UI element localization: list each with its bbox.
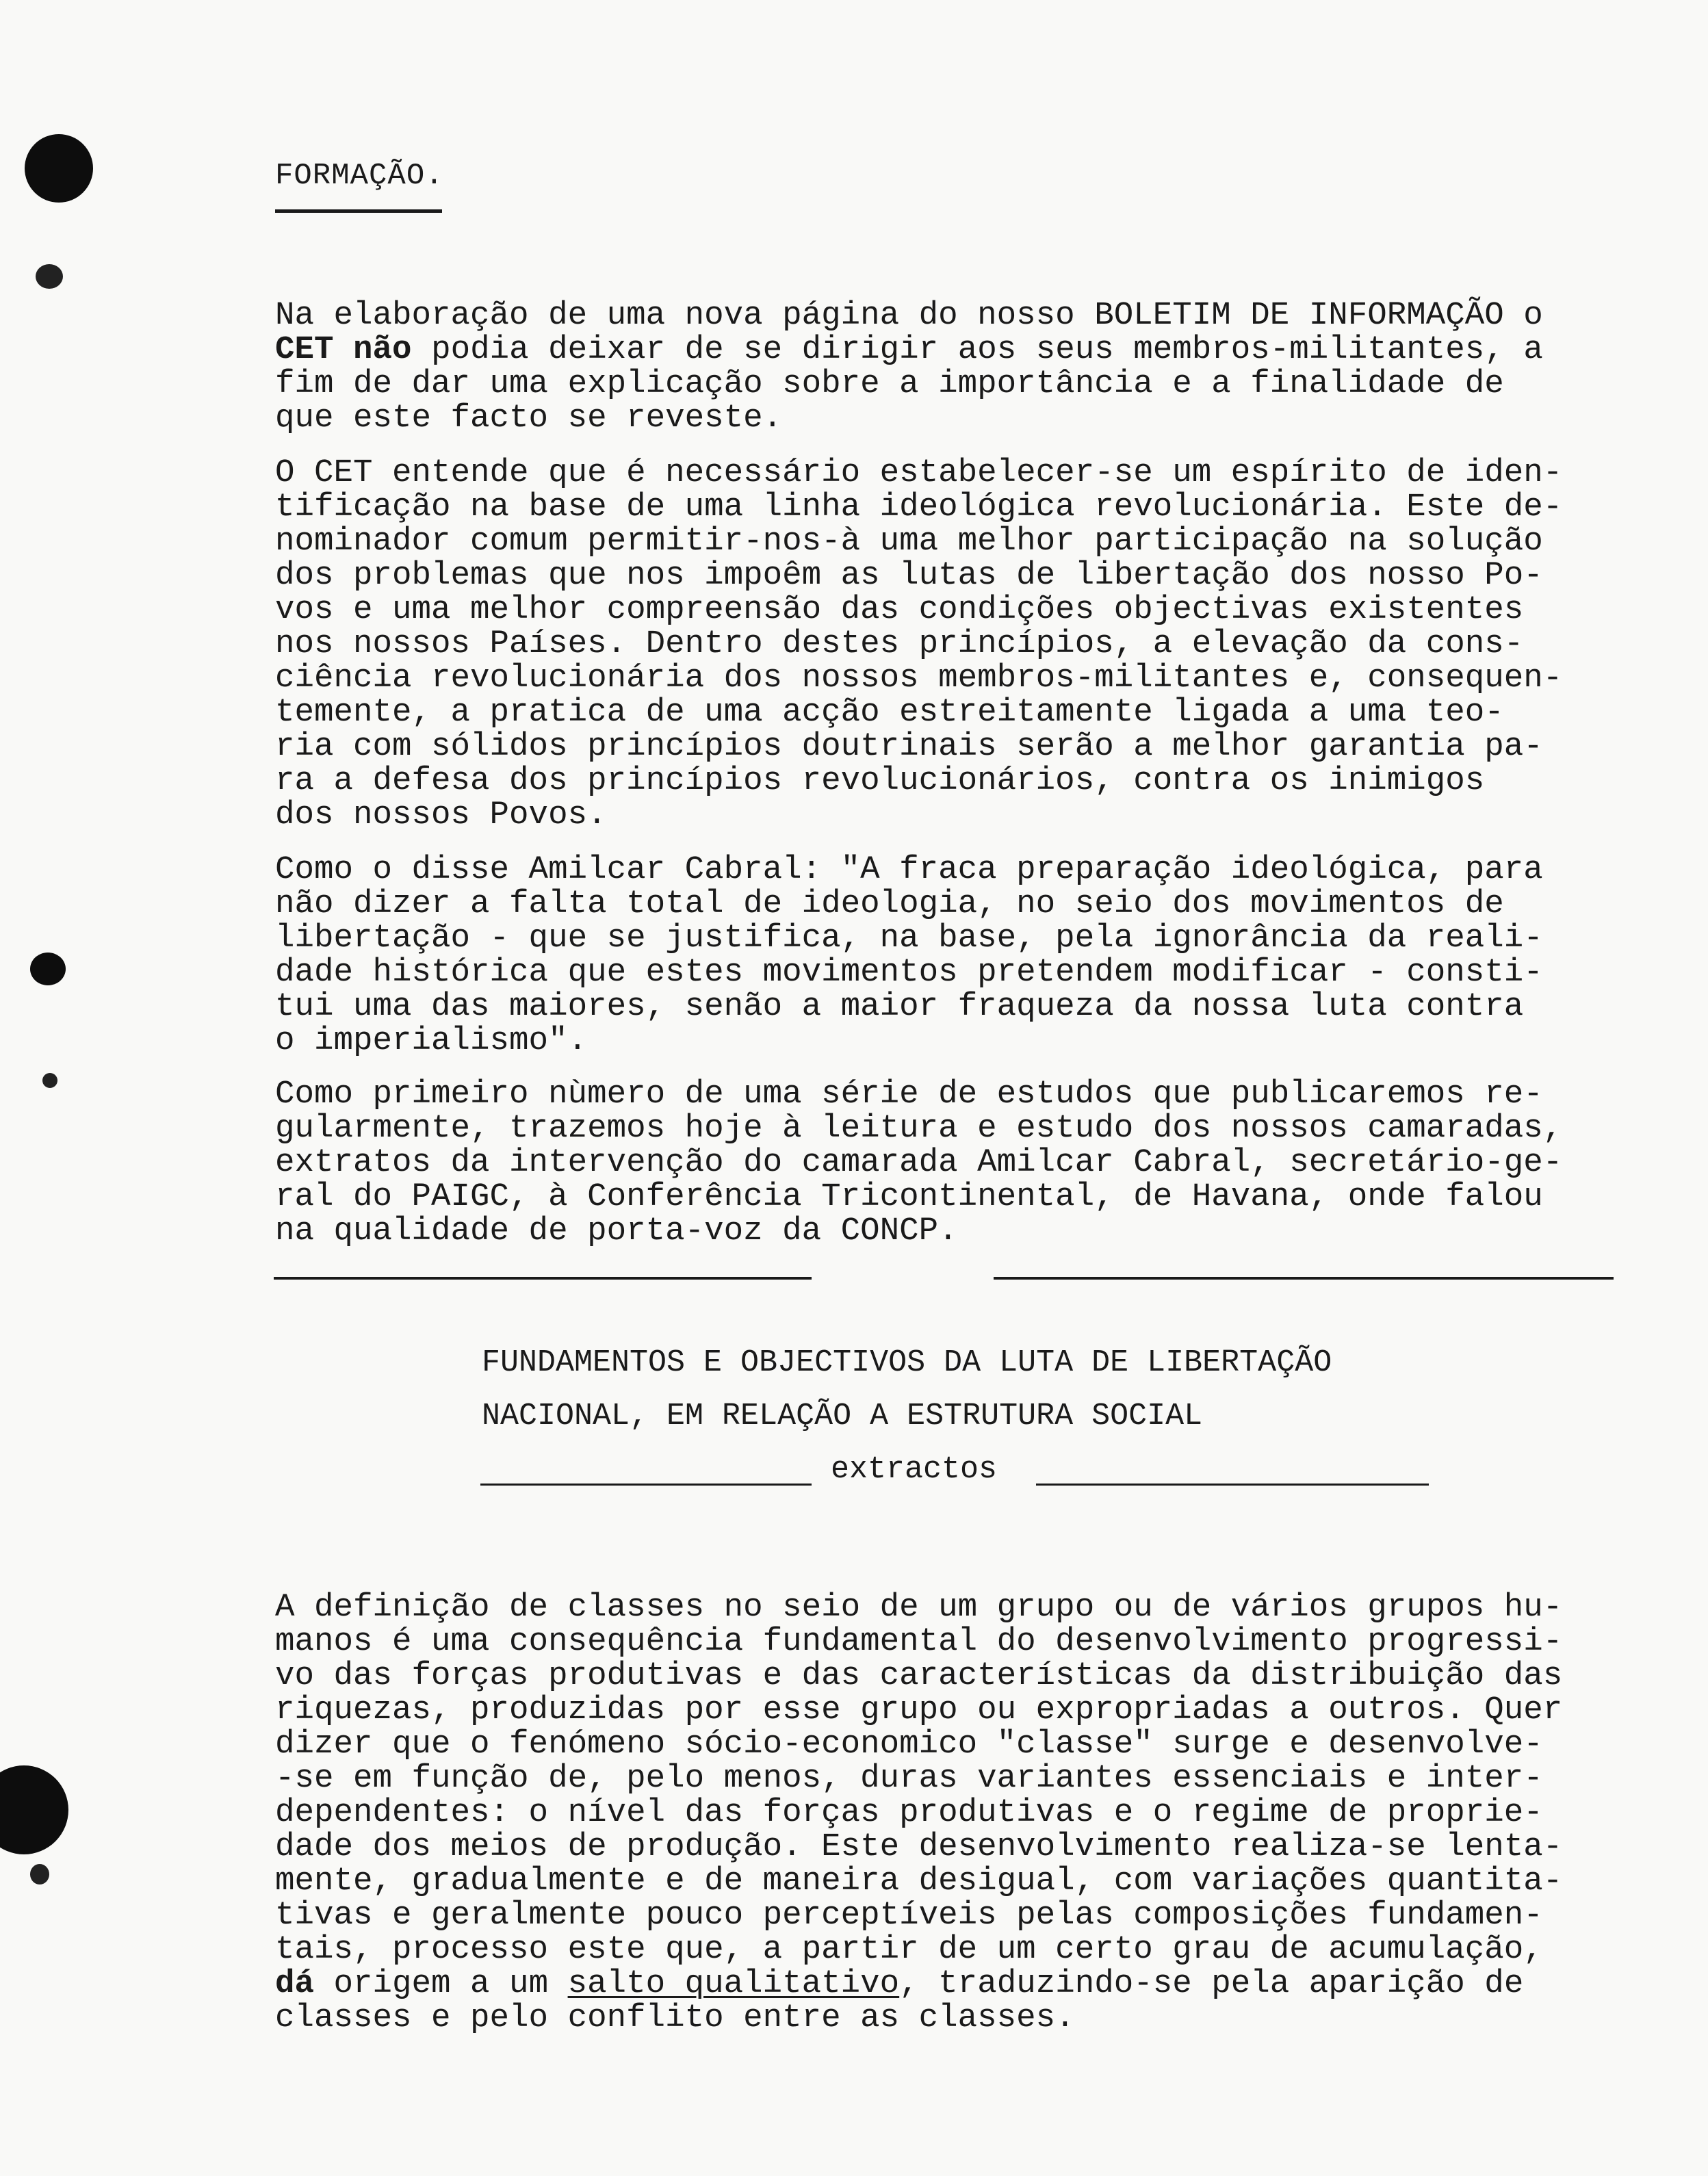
extractos-rule-right [1036,1484,1429,1486]
punch-hole [30,1864,49,1884]
article-title-line-2: NACIONAL, EM RELAÇÃO A ESTRUTURA SOCIAL [482,1399,1203,1434]
heading-underline [275,209,442,213]
intro-line: dade histórica que estes movimentos pretendem modificar - consti- [275,954,1543,991]
body-line: A definição de classes no seio de um grupo ou de vários grupos hu- [275,1589,1563,1626]
intro-line: Como o disse Amilcar Cabral: "A fraca preparação ideológica, para [275,851,1543,888]
intro-paragraph-4 [275,1077,1644,1248]
intro-paragraph-1 [275,298,1644,435]
body-fragment: , traduzindo-se pela aparição de [899,1965,1524,2002]
intro-line: libertação - que se justifica, na base, pela ignorância da reali- [275,920,1543,957]
intro-line: podia deixar de se dirigir aos seus membros-militantes, a [431,331,1543,368]
body-line: dependentes: o nível das forças produtivas e o regime de proprie- [275,1794,1543,1831]
intro-line: nos nossos Países. Dentro destes princípios, a elevação da cons- [275,625,1524,662]
intro-line: tui uma das maiores, senão a maior fraqueza da nossa luta contra [275,988,1524,1025]
intro-line: o imperialismo". [275,1022,588,1059]
punch-hole [0,1765,68,1854]
body-line: classes e pelo conflito entre as classes. [275,1999,1075,2036]
cet-prefix: CET não [275,331,412,368]
body-line: dade dos meios de produção. Este desenvolvimento realiza-se lenta- [275,1828,1563,1865]
intro-line: dos problemas que nos impoêm as lutas de libertação dos nosso Po- [275,557,1543,594]
extractos-rule-left [480,1484,812,1486]
section-heading: FORMAÇÃO. [275,159,444,193]
body-line: dizer que o fenómeno sócio-economico "classe" surge e desenvolve- [275,1726,1543,1763]
intro-line: fim de dar uma explicação sobre a importância e a finalidade de [275,365,1504,402]
body-line: vo das forças produtivas e das características da distribuição das [275,1657,1563,1694]
punch-hole [36,264,63,289]
body-line: manos é uma consequência fundamental do desenvolvimento progressi- [275,1623,1563,1660]
intro-paragraph-2 [275,456,1644,832]
intro-line: dos nossos Povos. [275,796,607,833]
intro-line: ra a defesa dos princípios revolucionários, contra os inimigos [275,762,1485,799]
intro-line: tificação na base de uma linha ideológica revolucionária. Este de- [275,489,1563,526]
underlined-phrase: salto qualitativo [567,1965,900,2002]
punch-hole [30,953,66,985]
body-line: tais, processo este que, a partir de um certo grau de acumulação, [275,1931,1543,1968]
intro-line: não dizer a falta total de ideologia, no seio dos movimentos de [275,885,1504,922]
intro-line: Na elaboração de uma nova página do nosso BOLETIM DE INFORMAÇÃO o [275,297,1543,334]
intro-line: extratos da intervenção do camarada Amilcar Cabral, secretário-ge- [275,1144,1563,1181]
intro-line: na qualidade de porta-voz da CONCP. [275,1213,958,1249]
intro-line: gularmente, trazemos hoje à leitura e estudo dos nossos camaradas, [275,1110,1563,1147]
intro-line: ral do PAIGC, à Conferência Tricontinental, de Havana, onde falou [275,1178,1543,1215]
body-line: mente, gradualmente e de maneira desigual, com variações quantita- [275,1863,1563,1900]
body-line: tivas e geralmente pouco perceptíveis pelas composições fundamen- [275,1897,1543,1934]
body-line: riquezas, produzidas por esse grupo ou expropriadas a outros. Quer [275,1692,1563,1728]
intro-line: vos e uma melhor compreensão das condições objectivas existentes [275,591,1524,628]
article-body [275,1590,1644,2035]
punch-hole [42,1073,57,1088]
intro-paragraph-3 [275,853,1644,1058]
intro-line: O CET entende que é necessário estabelecer-se um espírito de iden- [275,454,1563,491]
separator-rule-left [274,1277,812,1280]
article-subtitle: extractos [831,1452,998,1487]
intro-line: nominador comum permitir-nos-à uma melhor participação na solução [275,523,1543,560]
intro-line: ciência revolucionária dos nossos membros-militantes e, consequen- [275,660,1563,697]
body-line: -se em função de, pelo menos, duras variantes essenciais e inter- [275,1760,1543,1797]
article-title-line-1: FUNDAMENTOS E OBJECTIVOS DA LUTA DE LIBERTAÇÃO [482,1345,1332,1380]
separator-rule-right [994,1277,1614,1280]
intro-line: que este facto se reveste. [275,400,783,437]
intro-line: ria com sólidos princípios doutrinais serão a melhor garantia pa- [275,728,1543,765]
intro-line: Como primeiro nùmero de uma série de estudos que publicaremos re- [275,1076,1543,1113]
body-word-da: dá [275,1965,315,2002]
body-fragment: origem a um [314,1965,568,2002]
punch-hole [25,134,93,203]
intro-line: temente, a pratica de uma acção estreitamente ligada a uma teo- [275,694,1504,731]
